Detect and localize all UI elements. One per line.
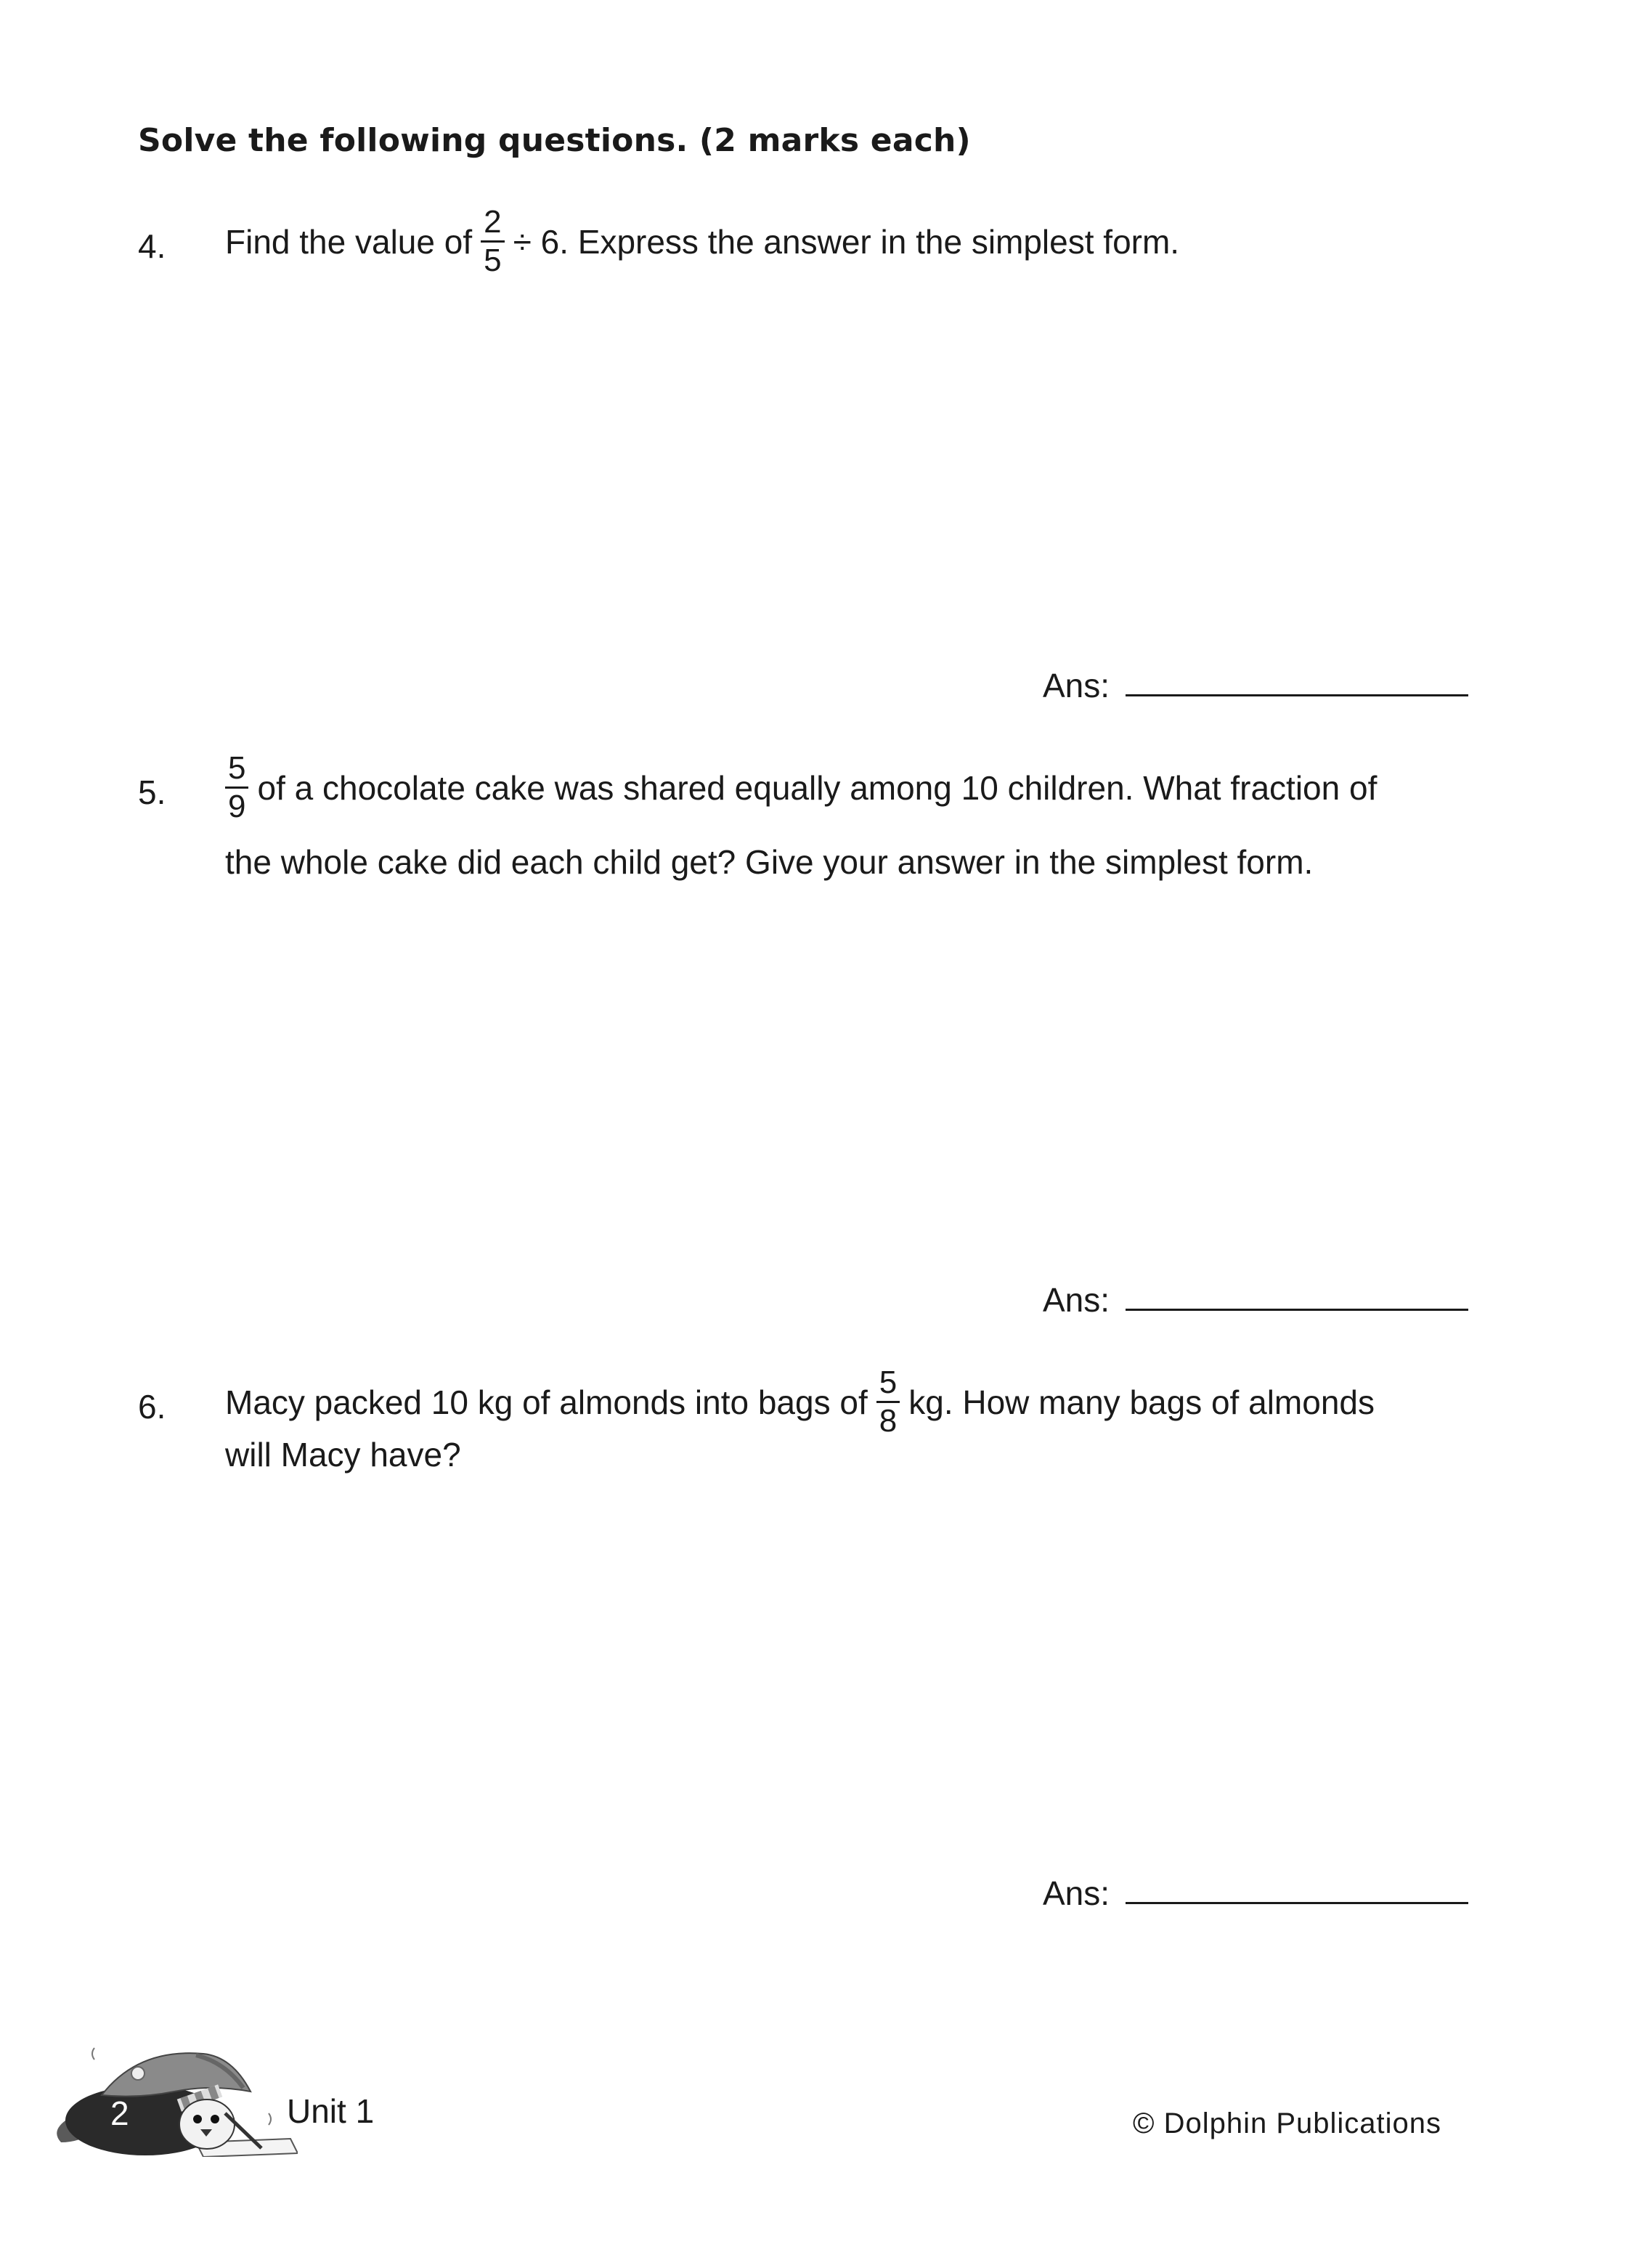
mascot-graphic [51,2033,298,2157]
question-6-text-line1 [225,1367,1375,1437]
question-5-number: 5. [138,773,166,811]
penguin-writing-icon [51,2033,298,2157]
question-4-text-after: ÷ 6. Express the answer in the simplest form. [513,222,1180,261]
copyright-text: © Dolphin Publications [1133,2107,1442,2139]
question-5-fraction [225,752,248,823]
fraction-denominator: 5 [484,243,502,278]
question-6-answer-label: Ans: [1043,1874,1110,1912]
question-5-text-second: the whole cake did each child get? Give your answer in the simplest form. [225,843,1314,881]
question-4-number: 4. [138,227,166,265]
fraction-denominator: 8 [879,1403,898,1439]
question-5-answer-line[interactable] [1126,1309,1468,1311]
question-5-answer-label: Ans: [1043,1281,1110,1319]
question-4-answer-line[interactable] [1126,694,1468,696]
fraction-denominator: 9 [228,789,246,824]
question-6-text-after: kg. How many bags of almonds [908,1383,1375,1421]
question-4-answer-label: Ans: [1043,667,1110,704]
instruction-heading: Solve the following questions. (2 marks each) [138,122,971,159]
question-6-text-before: Macy packed 10 kg of almonds into bags of [225,1383,868,1421]
question-6-number: 6. [138,1388,166,1426]
fraction-numerator: 5 [225,752,248,789]
question-4-text-before: Find the value of [225,222,473,261]
question-4-text [225,206,1179,277]
fraction-numerator: 2 [481,206,504,243]
question-5-text-after: of a chocolate cake was shared equally among 10 children. What fraction of [257,768,1378,807]
page-number: 2 [110,2094,129,2132]
question-6-text-line2 [225,1435,461,1474]
question-4-fraction [481,206,504,277]
question-6-fraction [876,1367,900,1437]
question-5-text-line1 [216,752,1377,823]
unit-label: Unit 1 [287,2092,375,2130]
question-6-text-second: will Macy have? [225,1436,461,1473]
fraction-numerator: 5 [876,1367,900,1403]
question-5-text-line2 [225,842,1313,882]
question-6-answer-line[interactable] [1126,1902,1468,1904]
